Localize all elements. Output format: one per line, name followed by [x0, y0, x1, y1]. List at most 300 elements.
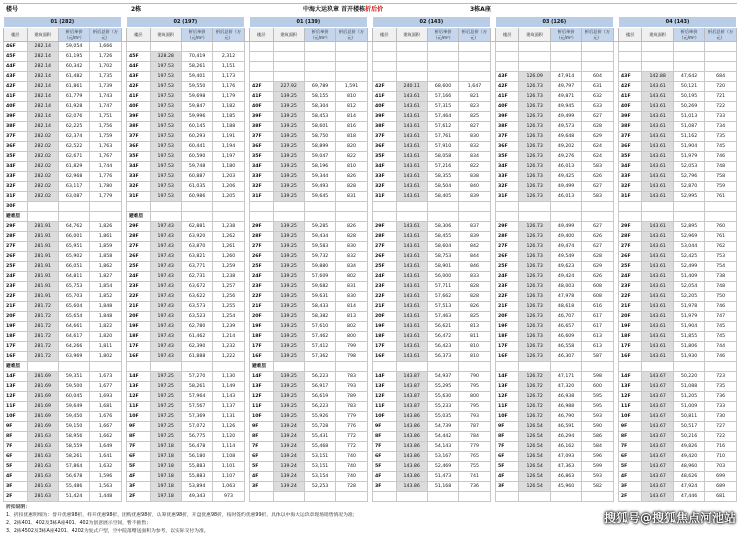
floor-label [249, 62, 273, 72]
unit-price-cell: 57,315 [427, 102, 458, 112]
floor-label: 25F [249, 262, 273, 272]
floor-label: 10F [372, 412, 396, 422]
floor-label: 18F [618, 332, 642, 342]
note-1: 1、折扣优惠明细为：誉开优惠98折，样开优惠98折，团购优惠98折，认筹优惠98折，开盘优惠98折，按时签约优惠99折，具体以中海大运玖章现场销售情况为准； [6, 513, 358, 518]
area-cell: 197.53 [150, 102, 181, 112]
unit-price-cell: 58,601 [304, 122, 335, 132]
floor-label [126, 42, 150, 52]
floor-label: 40F [126, 102, 150, 112]
area-cell: 197.25 [150, 372, 181, 382]
area-cell: 126.54 [519, 422, 550, 432]
area-cell: 143.61 [642, 352, 673, 362]
total-price-cell: 820 [336, 142, 367, 152]
empty-cell [396, 62, 427, 72]
area-cell: 197.53 [150, 192, 181, 202]
empty-cell [519, 42, 550, 52]
header-area: 建筑面积 [396, 28, 427, 42]
area-cell: 126.73 [519, 332, 550, 342]
unit-price-cell: 63,969 [58, 352, 89, 362]
total-price-cell: 1,205 [213, 192, 244, 202]
total-price-cell: 761 [705, 232, 737, 242]
floor-label: 22F [495, 292, 519, 302]
floor-label: 42F [4, 82, 28, 92]
floor-label: 21F [249, 302, 273, 312]
sheet-title: 中海大运玖章 首开楼栋折后价 [303, 6, 384, 13]
floor-label: 10F [618, 412, 642, 422]
floor-label: 29F [4, 222, 28, 232]
unit-price-cell: 59,682 [304, 282, 335, 292]
unit-price-cell: 49,549 [550, 252, 581, 262]
unit-price-cell: 56,373 [427, 352, 458, 362]
empty-cell [427, 72, 458, 82]
unit-price-cell: 51,088 [673, 382, 704, 392]
floor-label: 36F [618, 142, 642, 152]
area-cell: 143.61 [642, 112, 673, 122]
floor-label: 25F [495, 262, 519, 272]
area-cell: 282.02 [27, 182, 58, 192]
total-price-cell: 826 [336, 222, 367, 232]
floor-label: 35F [618, 152, 642, 162]
area-cell: 282.14 [27, 112, 58, 122]
empty-cell [90, 212, 121, 222]
floor-label [618, 42, 642, 52]
empty-cell [519, 62, 550, 72]
area-cell: 143.87 [396, 382, 427, 392]
total-price-cell: 772 [336, 432, 367, 442]
area-cell: 139.25 [273, 282, 304, 292]
unit-label: 01 (282) [4, 17, 122, 28]
empty-cell [273, 362, 304, 372]
unit-price-cell: 56,223 [304, 402, 335, 412]
table-row [4, 252, 737, 262]
total-price-cell: 1,662 [90, 432, 121, 442]
area-cell: 197.53 [150, 132, 181, 142]
total-price-cell: 1,676 [90, 412, 121, 422]
total-price-cell: 684 [705, 72, 737, 82]
unit-price-cell: 52,425 [673, 252, 704, 262]
unit-price-cell: 58,355 [427, 172, 458, 182]
floor-label [618, 362, 642, 372]
header-unit-price: 折后单价（元/m²） [181, 28, 212, 42]
total-price-cell: 741 [459, 472, 490, 482]
area-cell: 139.25 [273, 242, 304, 252]
total-price-cell: 1,673 [90, 372, 121, 382]
floor-label: 28F [126, 232, 150, 242]
unit-price-cell: 63,622 [181, 292, 212, 302]
table-row [4, 312, 737, 322]
unit-price-cell: 61,928 [58, 102, 89, 112]
total-price-cell: 608 [582, 292, 613, 302]
table-row [4, 282, 737, 292]
area-cell: 143.67 [642, 392, 673, 402]
empty-cell [673, 52, 704, 62]
table-row [4, 202, 737, 212]
total-price-cell: 830 [459, 132, 490, 142]
table-row [4, 272, 737, 282]
empty-cell [519, 52, 550, 62]
area-cell: 197.43 [150, 302, 181, 312]
table-row [4, 162, 737, 172]
unit-price-cell: 65,604 [58, 302, 89, 312]
unit-price-cell: 58,304 [304, 102, 335, 112]
total-price-cell: 793 [459, 412, 490, 422]
total-price-cell: 598 [582, 372, 613, 382]
unit-price-cell: 59,996 [181, 112, 212, 122]
area-cell: 143.61 [396, 112, 427, 122]
area-cell: 197.18 [150, 442, 181, 452]
unit-price-cell: 54,143 [427, 442, 458, 452]
total-price-cell: 716 [705, 442, 737, 452]
floor-label: 14F [495, 372, 519, 382]
header-unit-price: 折后单价（元/m²） [304, 28, 335, 42]
area-cell: 282.14 [27, 62, 58, 72]
area-cell: 281.63 [27, 492, 58, 502]
empty-cell [459, 492, 490, 502]
area-cell: 139.25 [273, 182, 304, 192]
floor-label: 24F [249, 272, 273, 282]
unit-price-cell: 68,600 [427, 82, 458, 92]
floor-label: 33F [372, 172, 396, 182]
unit-price-cell: 59,401 [181, 72, 212, 82]
floor-label: 41F [372, 92, 396, 102]
area-cell: 143.61 [642, 312, 673, 322]
unit-price-cell: 54,739 [427, 422, 458, 432]
floor-label: 26F [372, 252, 396, 262]
area-cell: 143.61 [642, 142, 673, 152]
area-cell: 143.61 [396, 152, 427, 162]
floor-label [372, 212, 396, 222]
total-price-cell: 1,173 [213, 72, 244, 82]
unit-price-cell: 55,883 [181, 472, 212, 482]
floor-label: 12F [4, 392, 28, 402]
floor-label: 41F [249, 92, 273, 102]
floor-label [618, 62, 642, 72]
floor-label: 38F [126, 122, 150, 132]
unit-price-cell: 46,013 [550, 192, 581, 202]
refuge-floor-row [4, 362, 737, 372]
total-price-cell: 1,739 [90, 82, 121, 92]
floor-label: 36F [372, 142, 396, 152]
total-price-cell: 810 [459, 352, 490, 362]
floor-label [495, 202, 519, 212]
total-price-cell: 593 [582, 412, 613, 422]
unit-price-cell: 49,276 [550, 152, 581, 162]
total-price-cell: 799 [336, 342, 367, 352]
unit-price-cell: 51,473 [427, 472, 458, 482]
floor-label: 44F [4, 62, 28, 72]
total-price-cell: 604 [582, 72, 613, 82]
area-cell: 126.72 [519, 402, 550, 412]
unit-price-cell: 65,753 [58, 282, 89, 292]
total-price-cell: 753 [705, 252, 737, 262]
unit-price-cell: 51,009 [673, 402, 704, 412]
empty-cell [550, 42, 581, 52]
unit-price-cell: 46,558 [550, 342, 581, 352]
total-price-cell: 1,137 [213, 402, 244, 412]
unit-price-cell: 58,455 [427, 232, 458, 242]
total-price-cell: 745 [705, 332, 737, 342]
area-cell: 126.73 [519, 182, 550, 192]
area-cell: 139.24 [273, 482, 304, 492]
unit-price-cell: 63,920 [181, 232, 212, 242]
empty-cell [519, 212, 550, 222]
total-price-cell: 789 [336, 392, 367, 402]
unit-price-cell: 47,924 [673, 482, 704, 492]
area-cell: 143.86 [396, 412, 427, 422]
total-price-cell: 583 [582, 192, 613, 202]
total-price-cell: 746 [705, 352, 737, 362]
area-cell: 143.61 [396, 162, 427, 172]
area-cell: 143.61 [396, 262, 427, 272]
area-cell: 143.87 [396, 392, 427, 402]
unit-price-cell: 46,162 [550, 442, 581, 452]
floor-label: 26F [126, 252, 150, 262]
unit-price-cell: 51,978 [673, 302, 704, 312]
area-cell: 197.25 [150, 412, 181, 422]
floor-label [372, 52, 396, 62]
empty-cell [582, 362, 613, 372]
unit-price-cell: 54,937 [427, 372, 458, 382]
area-cell: 143.61 [642, 322, 673, 332]
area-cell: 282.02 [27, 162, 58, 172]
floor-label: 28F [495, 232, 519, 242]
total-price-cell: 844 [459, 252, 490, 262]
total-price-cell: 1,149 [213, 382, 244, 392]
empty-cell [336, 212, 367, 222]
empty-cell [396, 492, 427, 502]
area-cell: 139.25 [273, 332, 304, 342]
area-cell: 281.72 [27, 352, 58, 362]
floor-label: 35F [495, 152, 519, 162]
area-cell: 126.54 [519, 482, 550, 492]
total-price-cell: 1,131 [213, 412, 244, 422]
total-price-cell: 1,759 [90, 132, 121, 142]
total-price-cell: 800 [459, 392, 490, 402]
floor-label: 25F [372, 262, 396, 272]
header-floor: 楼层 [618, 28, 642, 42]
area-cell: 197.53 [150, 182, 181, 192]
floor-label: 22F [4, 292, 28, 302]
area-cell: 143.61 [642, 82, 673, 92]
floor-label: 35F [126, 152, 150, 162]
area-cell: 126.72 [519, 412, 550, 422]
empty-cell [673, 42, 704, 52]
area-cell: 143.61 [642, 222, 673, 232]
floor-label: 22F [126, 292, 150, 302]
unit-price-cell: 45,960 [550, 482, 581, 492]
notes-title: 折扣说明： [6, 505, 30, 510]
unit-label: 01 (139) [249, 17, 367, 28]
total-price-cell: 813 [336, 312, 367, 322]
total-price-cell: 1,780 [90, 182, 121, 192]
floor-label: 避难层 [4, 362, 28, 372]
unit-price-cell: 64,762 [58, 222, 89, 232]
empty-cell [336, 42, 367, 52]
unit-price-cell: 52,870 [673, 182, 704, 192]
area-cell: 143.61 [396, 92, 427, 102]
floor-label: 9F [126, 422, 150, 432]
area-cell: 143.61 [396, 172, 427, 182]
total-price-cell: 626 [582, 232, 613, 242]
floor-label: 17F [126, 342, 150, 352]
area-cell: 281.69 [27, 372, 58, 382]
unit-price-cell: 49,499 [550, 182, 581, 192]
area-cell: 143.67 [642, 472, 673, 482]
total-price-cell: 800 [336, 332, 367, 342]
total-price-cell: 1,197 [213, 152, 244, 162]
unit-price-cell: 61,888 [181, 352, 212, 362]
floor-label: 6F [4, 452, 28, 462]
floor-label: 42F [618, 82, 642, 92]
unit-price-cell: 51,904 [673, 322, 704, 332]
empty-cell [550, 212, 581, 222]
unit-price-cell: 57,216 [427, 162, 458, 172]
total-price-cell: 790 [459, 372, 490, 382]
unit-price-cell: 52,469 [427, 462, 458, 472]
table-row [4, 42, 737, 52]
total-price-cell: 613 [582, 342, 613, 352]
total-price-cell: 762 [705, 242, 737, 252]
area-cell: 281.91 [27, 222, 58, 232]
floor-label: 9F [4, 422, 28, 432]
floor-label: 7F [495, 442, 519, 452]
table-row [4, 72, 737, 82]
unit-price-cell: 49,797 [550, 82, 581, 92]
area-cell: 143.87 [396, 402, 427, 412]
unit-price-cell: 59,047 [304, 152, 335, 162]
total-price-cell: 830 [336, 242, 367, 252]
area-cell: 143.61 [396, 282, 427, 292]
empty-cell [705, 62, 737, 72]
floor-label [618, 52, 642, 62]
total-price-cell: 787 [459, 422, 490, 432]
area-cell: 143.61 [642, 182, 673, 192]
unit-price-cell: 46,657 [550, 322, 581, 332]
unit-price-cell: 49,420 [673, 452, 704, 462]
empty-cell [459, 212, 490, 222]
floor-label: 2F [618, 492, 642, 502]
total-price-cell: 795 [459, 402, 490, 412]
total-price-cell: 818 [336, 132, 367, 142]
area-cell: 282.02 [27, 142, 58, 152]
table-row [4, 242, 737, 252]
floor-label [372, 72, 396, 82]
unit-price-cell: 50,195 [673, 92, 704, 102]
total-price-cell: 599 [582, 462, 613, 472]
empty-cell [705, 42, 737, 52]
floor-label: 9F [372, 422, 396, 432]
area-cell: 281.91 [27, 232, 58, 242]
total-price-cell: 814 [336, 112, 367, 122]
floor-label [618, 202, 642, 212]
unit-price-cell: 57,610 [304, 322, 335, 332]
unit-price-cell: 60,441 [181, 142, 212, 152]
total-price-cell: 832 [336, 252, 367, 262]
empty-cell [150, 212, 181, 222]
empty-cell [150, 42, 181, 52]
total-price-cell: 1,179 [213, 92, 244, 102]
area-cell: 139.25 [273, 162, 304, 172]
unit-price-cell: 65,902 [58, 252, 89, 262]
price-sheet [3, 3, 737, 536]
area-cell: 240.11 [396, 82, 427, 92]
floor-label: 19F [249, 322, 273, 332]
table-row [4, 92, 737, 102]
empty-cell [304, 202, 335, 212]
unit-price-cell: 65,703 [58, 292, 89, 302]
area-cell: 143.61 [396, 132, 427, 142]
area-cell: 143.61 [642, 272, 673, 282]
unit-price-cell: 61,482 [58, 72, 89, 82]
total-price-cell: 740 [336, 452, 367, 462]
area-cell: 139.25 [273, 352, 304, 362]
total-price-cell: 837 [459, 222, 490, 232]
empty-cell [213, 212, 244, 222]
floor-label: 38F [4, 122, 28, 132]
unit-price-cell: 57,462 [304, 332, 335, 342]
column-header-row [4, 28, 737, 42]
area-cell: 281.91 [27, 242, 58, 252]
total-price-cell: 730 [705, 412, 737, 422]
floor-label: 避难层 [249, 362, 273, 372]
floor-label: 17F [618, 342, 642, 352]
floor-label: 36F [249, 142, 273, 152]
empty-cell [336, 72, 367, 82]
area-cell: 143.61 [642, 122, 673, 132]
total-price-cell: 811 [459, 332, 490, 342]
floor-label: 32F [372, 182, 396, 192]
empty-cell [181, 212, 212, 222]
total-price-cell: 1,802 [90, 352, 121, 362]
area-cell: 197.25 [150, 402, 181, 412]
unit-price-cell: 55,431 [304, 432, 335, 442]
unit-price-cell: 52,895 [673, 222, 704, 232]
floor-label [249, 42, 273, 52]
area-cell: 197.18 [150, 462, 181, 472]
floor-label: 31F [126, 192, 150, 202]
area-cell: 197.43 [150, 262, 181, 272]
total-price-cell: 1,702 [90, 62, 121, 72]
floor-label: 11F [4, 402, 28, 412]
unit-price-cell: 52,054 [673, 282, 704, 292]
area-cell: 126.73 [519, 252, 550, 262]
empty-cell [181, 42, 212, 52]
total-price-cell: 1,854 [90, 282, 121, 292]
unit-price-cell: 46,609 [550, 332, 581, 342]
unit-price-cell: 61,861 [58, 82, 89, 92]
area-cell: 143.61 [642, 252, 673, 262]
unit-price-cell: 58,750 [304, 132, 335, 142]
area-cell: 143.67 [642, 492, 673, 502]
area-cell: 139.25 [273, 272, 304, 282]
total-price-cell: 810 [336, 92, 367, 102]
total-price-cell: 1,827 [90, 272, 121, 282]
floor-label: 13F [372, 382, 396, 392]
empty-cell [550, 202, 581, 212]
table-row [4, 322, 737, 332]
area-cell: 281.69 [27, 422, 58, 432]
total-price-cell: 1,214 [213, 332, 244, 342]
unit-price-cell: 54,442 [427, 432, 458, 442]
total-price-cell: 1,180 [213, 162, 244, 172]
floor-label: 35F [249, 152, 273, 162]
floor-label: 42F [495, 82, 519, 92]
unit-price-cell: 59,880 [304, 262, 335, 272]
total-price-cell: 1,862 [90, 262, 121, 272]
empty-cell [273, 52, 304, 62]
empty-cell [582, 202, 613, 212]
unit-price-cell: 47,171 [550, 372, 581, 382]
